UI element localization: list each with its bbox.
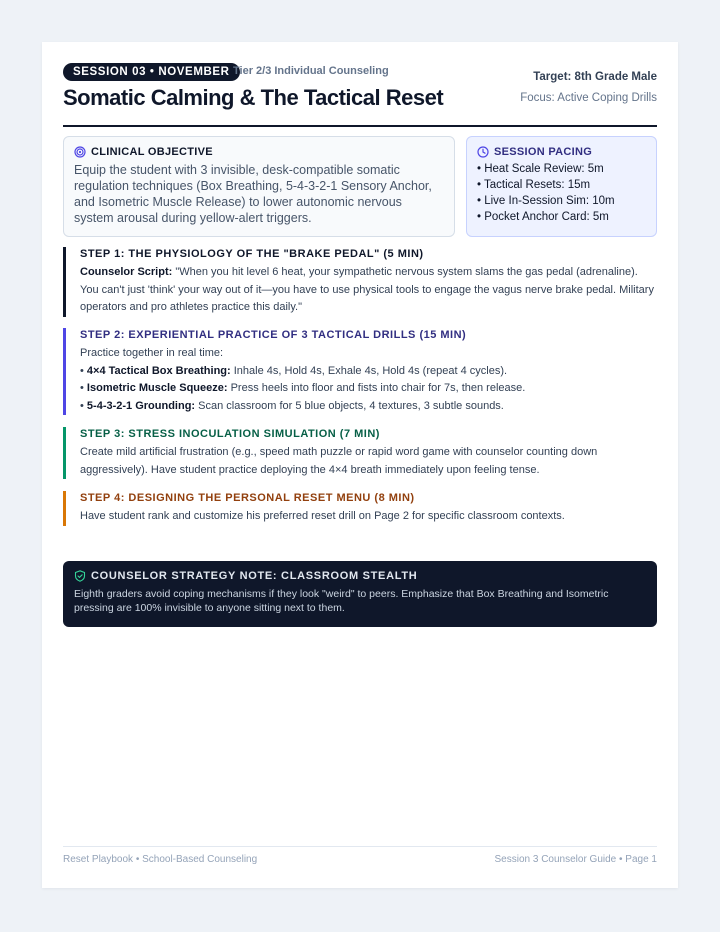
- drill-text: Scan classroom for 5 blue objects, 4 textures, 3 subtle sounds.: [195, 399, 504, 412]
- drill-label: 4×4 Tactical Box Breathing:: [86, 364, 231, 377]
- step-2-heading: STEP 2: EXPERIENTIAL PRACTICE OF 3 TACTICAL DRILLS (15 MIN): [80, 329, 467, 341]
- bullet: •: [80, 364, 87, 377]
- target-label: Target: 8th Grade Male: [533, 71, 657, 83]
- session-badge: SESSION 03 • NOVEMBER: [63, 63, 240, 81]
- drill-item: [80, 363, 657, 381]
- note-text: Eighth graders avoid coping mechanisms if they look "weird" to peers. Emphasize that Box Breathing and Isometric pressing are 100% invisible to anyone sitting next to them.: [74, 588, 609, 614]
- strategy-note: [63, 561, 657, 627]
- page-header: [63, 63, 657, 127]
- step-1-text: [80, 264, 657, 317]
- step-1-heading: STEP 1: THE PHYSIOLOGY OF THE "BRAKE PEDAL" (5 MIN): [80, 248, 424, 260]
- counselor-script-text: "When you hit level 6 heat, your sympathetic nervous system slams the gas pedal (adrenaline). You can't just 'think' your way out of it—you have to use physical tools to engage the vagus nerve brake pedal. Military operators and pro athletes practice this daily.": [80, 266, 654, 313]
- drill-label: Isometric Muscle Squeeze:: [86, 382, 228, 394]
- step-2: [63, 328, 657, 415]
- page-footer: [63, 846, 657, 865]
- focus-label: Focus: Active Coping Drills: [520, 92, 657, 104]
- clinical-objective-box: [63, 136, 455, 237]
- shield-check-icon: [74, 570, 86, 582]
- drill-list: [80, 363, 657, 416]
- step-3-heading: STEP 3: STRESS INOCULATION SIMULATION (7 MIN): [80, 428, 380, 440]
- note-heading: COUNSELOR STRATEGY NOTE: CLASSROOM STEALTH: [91, 570, 418, 582]
- bullet: •: [80, 399, 87, 412]
- pacing-item: • Live In-Session Sim: 10m: [477, 195, 615, 207]
- step-4-heading: STEP 4: DESIGNING THE PERSONAL RESET MENU (8 MIN): [80, 492, 415, 504]
- objective-heading: CLINICAL OBJECTIVE: [91, 146, 213, 158]
- step-2-intro: Practice together in real time:: [80, 347, 224, 359]
- pacing-item: • Pocket Anchor Card: 5m: [477, 211, 609, 223]
- summary-boxes: [63, 136, 657, 237]
- target-icon: [74, 146, 86, 158]
- drill-text: Press heels into floor and fists into chair for 7s, then release.: [227, 382, 526, 394]
- drill-item: [80, 380, 657, 398]
- step-1: [63, 247, 657, 317]
- drill-label: 5-4-3-2-1 Grounding:: [86, 399, 196, 412]
- step-4: [63, 491, 657, 526]
- drill-text: Inhale 4s, Hold 4s, Exhale 4s, Hold 4s (repeat 4 cycles).: [230, 364, 508, 377]
- document-page: [42, 42, 678, 888]
- step-3-text: Create mild artificial frustration (e.g., speed math puzzle or rapid word game with counselor counting down aggressively). Have student practice deploying the 4×4 breath immediately upon feeling tense.: [80, 446, 598, 476]
- session-pacing-box: [466, 136, 657, 237]
- pacing-item: • Heat Scale Review: 5m: [477, 163, 604, 175]
- bullet: •: [80, 382, 87, 394]
- pacing-item: • Tactical Resets: 15m: [477, 179, 591, 191]
- footer-right: Session 3 Counselor Guide • Page 1: [494, 854, 657, 865]
- drill-item: [80, 398, 657, 416]
- counselor-script-label: Counselor Script:: [80, 266, 173, 278]
- footer-left: Reset Playbook • School-Based Counseling: [63, 854, 258, 865]
- tier-label: Tier 2/3 Individual Counseling: [233, 65, 389, 77]
- step-3: [63, 427, 657, 479]
- page-title: Somatic Calming & The Tactical Reset: [63, 85, 444, 110]
- pacing-list: [477, 161, 647, 225]
- clock-icon: [477, 146, 489, 158]
- objective-text: Equip the student with 3 invisible, desk-compatible somatic regulation techniques (Box Breathing, 5-4-3-2-1 Sensory Anchor, and Isometric Muscle Release) to lower autonomic nervous system arousal during yellow-alert triggers.: [74, 163, 432, 225]
- pacing-heading: SESSION PACING: [494, 146, 593, 158]
- step-4-text: Have student rank and customize his preferred reset drill on Page 2 for specific classroom contexts.: [80, 510, 565, 522]
